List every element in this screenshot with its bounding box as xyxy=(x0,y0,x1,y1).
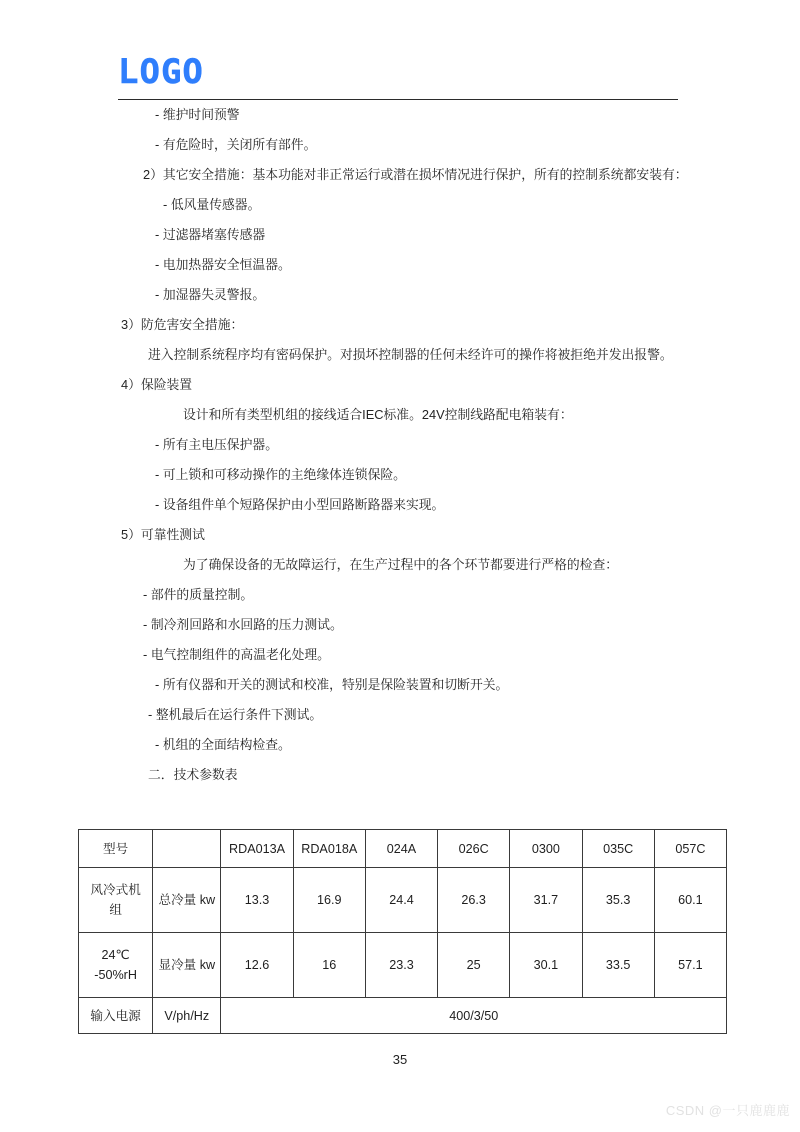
table-header-model-3: 026C xyxy=(438,830,510,868)
body-line: - 电气控制组件的高温老化处理。 xyxy=(143,647,330,662)
table-header-model-6: 057C xyxy=(654,830,726,868)
row-unit-1: 显冷量 kw xyxy=(153,933,221,998)
table-header-row xyxy=(79,830,727,868)
row-1-value-0: 12.6 xyxy=(221,933,293,998)
body-line: 3）防危害安全措施： xyxy=(121,317,244,332)
body-line: - 加湿器失灵警报。 xyxy=(155,287,266,302)
body-line: 进入控制系统程序均有密码保护。对损坏控制器的任何未经许可的操作将被拒绝并发出报警。 xyxy=(148,347,673,362)
table-row xyxy=(79,933,727,998)
body-line: 为了确保设备的无故障运行，在生产过程中的各个环节都要进行严格的检查： xyxy=(183,557,619,572)
body-line: - 电加热器安全恒温器。 xyxy=(155,257,291,272)
power-row-label: 输入电源 xyxy=(79,998,153,1034)
table-header-model-4: 0300 xyxy=(510,830,582,868)
table-header-model-5: 035C xyxy=(582,830,654,868)
row-1-value-1: 16 xyxy=(293,933,365,998)
row-0-value-3: 26.3 xyxy=(438,868,510,933)
row-unit-0: 总冷量 kw xyxy=(153,868,221,933)
row-0-value-6: 60.1 xyxy=(654,868,726,933)
body-line: - 有危险时，关闭所有部件。 xyxy=(155,137,317,152)
row-1-value-4: 30.1 xyxy=(510,933,582,998)
body-line: 二．技术参数表 xyxy=(148,767,238,782)
row-0-value-4: 31.7 xyxy=(510,868,582,933)
body-line: 5）可靠性测试 xyxy=(121,527,205,542)
row-0-value-1: 16.9 xyxy=(293,868,365,933)
table-row xyxy=(79,868,727,933)
body-line: - 制冷剂回路和水回路的压力测试。 xyxy=(143,617,343,632)
row-0-value-0: 13.3 xyxy=(221,868,293,933)
table-header-model-1: RDA018A xyxy=(293,830,365,868)
body-line: - 低风量传感器。 xyxy=(163,197,261,212)
row-1-value-3: 25 xyxy=(438,933,510,998)
table-header-model-2: 024A xyxy=(365,830,437,868)
body-line: - 所有主电压保护器。 xyxy=(155,437,278,452)
body-line: 设计和所有类型机组的接线适合IEC标准。24V控制线路配电箱装有： xyxy=(183,407,573,422)
body-line: - 部件的质量控制。 xyxy=(143,587,254,602)
power-row-unit: V/ph/Hz xyxy=(153,998,221,1034)
table-row-power xyxy=(79,998,727,1034)
row-label-0-line2: 组 xyxy=(109,903,122,917)
row-0-value-5: 35.3 xyxy=(582,868,654,933)
table-header-label: 型号 xyxy=(79,830,153,868)
row-1-value-6: 57.1 xyxy=(654,933,726,998)
power-row-value: 400/3/50 xyxy=(221,998,727,1034)
row-1-value-2: 23.3 xyxy=(365,933,437,998)
row-label-0-line1: 风冷式机 xyxy=(90,883,141,897)
document-header xyxy=(118,52,678,94)
body-line: - 可上锁和可移动操作的主绝缘体连锁保险。 xyxy=(155,467,406,482)
body-line: 4）保险装置 xyxy=(121,377,193,392)
body-line: - 维护时间预警 xyxy=(155,107,240,122)
row-1-value-5: 33.5 xyxy=(582,933,654,998)
page-number: 35 xyxy=(392,1052,408,1067)
body-line: - 所有仪器和开关的测试和校准，特别是保险装置和切断开关。 xyxy=(155,677,509,692)
logo: LOGO xyxy=(118,52,204,92)
body-line: - 设备组件单个短路保护由小型回路断路器来实现。 xyxy=(155,497,445,512)
body-line: 2）其它安全措施：基本功能对非正常运行或潜在损坏情况进行保护，所有的控制系统都安装有： xyxy=(143,167,688,182)
watermark: CSDN @一只鹿鹿鹿 xyxy=(665,1103,790,1118)
technical-parameter-table xyxy=(78,829,727,1034)
body-line: - 过滤器堵塞传感器 xyxy=(155,227,266,242)
row-label-1-line2: -50%rH xyxy=(94,968,137,982)
body-line: - 机组的全面结构检查。 xyxy=(155,737,291,752)
row-label-1 xyxy=(79,933,153,998)
body-line: - 整机最后在运行条件下测试。 xyxy=(148,707,323,722)
table-header-unit xyxy=(153,830,221,868)
row-0-value-2: 24.4 xyxy=(365,868,437,933)
table-header-model-0: RDA013A xyxy=(221,830,293,868)
row-label-0 xyxy=(79,868,153,933)
document-body xyxy=(0,107,800,797)
header-divider xyxy=(118,99,678,100)
row-label-1-line1: 24℃ xyxy=(101,948,130,962)
